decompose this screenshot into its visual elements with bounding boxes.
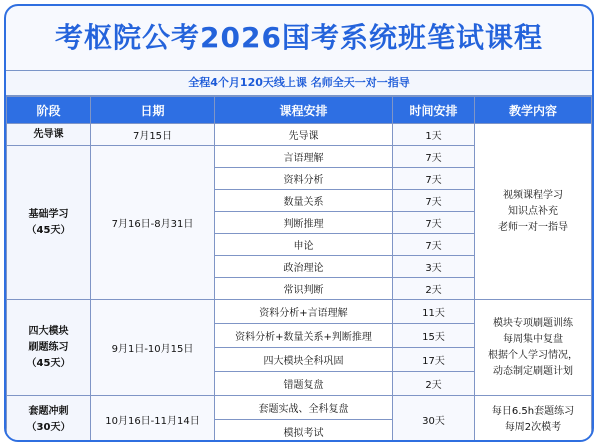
time-cell: 1天	[393, 124, 475, 146]
stage-cell: 先导课	[7, 124, 91, 146]
course-cell: 资料分析	[215, 168, 393, 190]
header-date: 日期	[91, 97, 215, 124]
course-cell: 数量关系	[215, 190, 393, 212]
time-cell: 7天	[393, 212, 475, 234]
table-row	[7, 396, 592, 420]
date-cell: 7月15日	[91, 124, 215, 146]
time-cell: 3天	[393, 256, 475, 278]
course-cell: 常识判断	[215, 278, 393, 300]
course-schedule-card	[4, 4, 594, 442]
course-cell: 资料分析+言语理解	[215, 300, 393, 324]
time-cell: 7天	[393, 190, 475, 212]
header-stage: 阶段	[7, 97, 91, 124]
time-cell: 7天	[393, 168, 475, 190]
stage-cell: 四大模块 刷题练习 （45天）	[7, 300, 91, 396]
content-cell: 视频课程学习 知识点补充 老师一对一指导	[475, 124, 592, 300]
course-cell: 错题复盘	[215, 372, 393, 396]
stage-cell: 基础学习 （45天）	[7, 146, 91, 300]
time-cell: 11天	[393, 300, 475, 324]
course-cell: 申论	[215, 234, 393, 256]
table-row	[7, 300, 592, 324]
header-course: 课程安排	[215, 97, 393, 124]
content-cell: 每日6.5h套题练习 每周2次模考	[475, 396, 592, 443]
course-cell: 套题实战、全科复盘	[215, 396, 393, 420]
time-cell: 30天	[393, 396, 475, 443]
time-cell: 2天	[393, 372, 475, 396]
page-subtitle: 全程4个月120天线上课 名师全天一对一指导	[6, 71, 592, 96]
date-cell: 10月16日-11月14日	[91, 396, 215, 443]
time-cell: 17天	[393, 348, 475, 372]
table-header-row	[7, 97, 592, 124]
content-cell: 模块专项刷题训练 每周集中复盘 根据个人学习情况， 动态制定刷题计划	[475, 300, 592, 396]
header-time: 时间安排	[393, 97, 475, 124]
course-cell: 判断推理	[215, 212, 393, 234]
table-row	[7, 124, 592, 146]
page-title: 考枢院公考2026国考系统班笔试课程	[6, 6, 592, 71]
stage-cell: 套题冲刺 （30天）	[7, 396, 91, 443]
time-cell: 2天	[393, 278, 475, 300]
course-cell: 四大模块全科巩固	[215, 348, 393, 372]
time-cell: 7天	[393, 234, 475, 256]
date-cell: 7月16日-8月31日	[91, 146, 215, 300]
time-cell: 7天	[393, 146, 475, 168]
course-cell: 言语理解	[215, 146, 393, 168]
course-cell: 模拟考试	[215, 420, 393, 443]
time-cell: 15天	[393, 324, 475, 348]
date-cell: 9月1日-10月15日	[91, 300, 215, 396]
course-cell: 资料分析+数量关系+判断推理	[215, 324, 393, 348]
schedule-table	[6, 96, 592, 442]
course-cell: 先导课	[215, 124, 393, 146]
course-cell: 政治理论	[215, 256, 393, 278]
header-content: 教学内容	[475, 97, 592, 124]
